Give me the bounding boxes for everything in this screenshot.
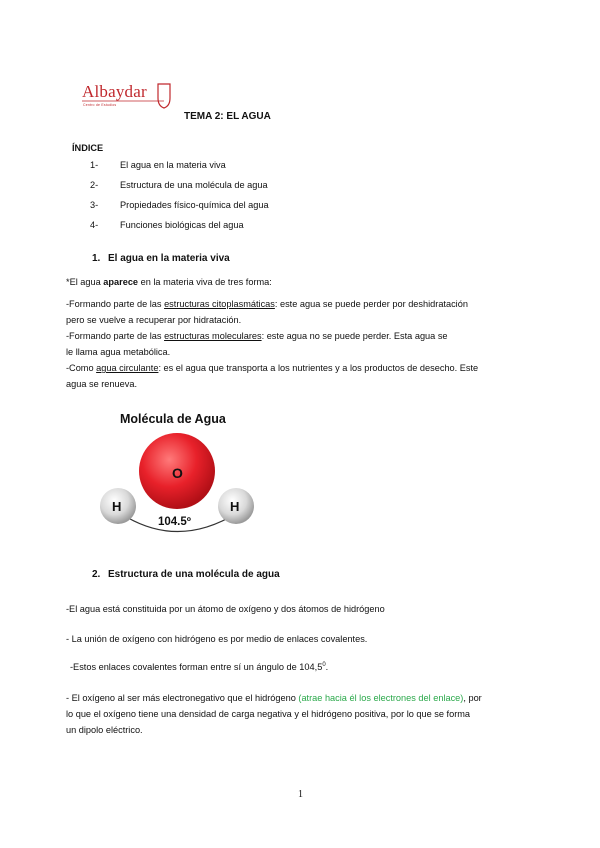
- hydrogen-left-label: H: [112, 499, 122, 514]
- section2-heading: 2. Estructura de una molécula de agua: [92, 569, 280, 580]
- bond-angle-label: 104.5º: [158, 516, 191, 528]
- hydrogen-right-label: H: [230, 499, 240, 514]
- molecule-title: Molécula de Agua: [120, 412, 226, 426]
- section2-p1: -El agua está constituida por un átomo de oxígeno y dos átomos de hidrógeno: [66, 604, 385, 614]
- logo-tagline: Centro de Estudios: [83, 103, 117, 107]
- index-item: 3- Propiedades físico-química del agua: [90, 200, 269, 210]
- section1-heading: 1. El agua en la materia viva: [92, 253, 230, 264]
- index-item: 2- Estructura de una molécula de agua: [90, 180, 268, 190]
- section2-p2: - La unión de oxígeno con hidrógeno es por medio de enlaces covalentes.: [66, 634, 368, 644]
- section1-paragraph: -Formando parte de las estructuras citoplasmáticas: este agua se puede perder por deshidratación pero se vuelve a recuperar por hidratación. -Formando parte de las estructuras moleculares: este agua no se puede perder. Esta agua se le llama agua metabólica. -Como agua circulante: es el agua que transporta a los nutrientes y a los productos de desecho. Este agua se renueva.: [66, 299, 479, 389]
- page-title: TEMA 2: EL AGUA: [184, 111, 271, 122]
- section1-intro: *El agua aparece en la materia viva de tres forma:: [66, 277, 272, 287]
- section2-p4: - El oxígeno al ser más electronegativo que el hidrógeno (atrae hacia él los electrones del enlace), por lo que el oxígeno tiene una densidad de carga negativa y el hidrógeno positiva, por lo que se forma un dipolo eléctrico.: [66, 693, 482, 735]
- oxygen-label: O: [172, 465, 183, 481]
- section2-p3: -Estos enlaces covalentes forman entre sí un ángulo de 104,5$^0$.: [70, 662, 329, 673]
- logo-name: Albaydar: [82, 82, 147, 101]
- index-heading: ÍNDICE: [72, 143, 104, 153]
- logo: [80, 82, 172, 110]
- index-list: [90, 157, 269, 237]
- index-item: 1- El agua en la materia viva: [90, 160, 226, 170]
- page-number: 1: [298, 789, 303, 800]
- index-item: 4- Funciones biológicas del agua: [90, 220, 244, 230]
- water-molecule-figure: [95, 405, 275, 535]
